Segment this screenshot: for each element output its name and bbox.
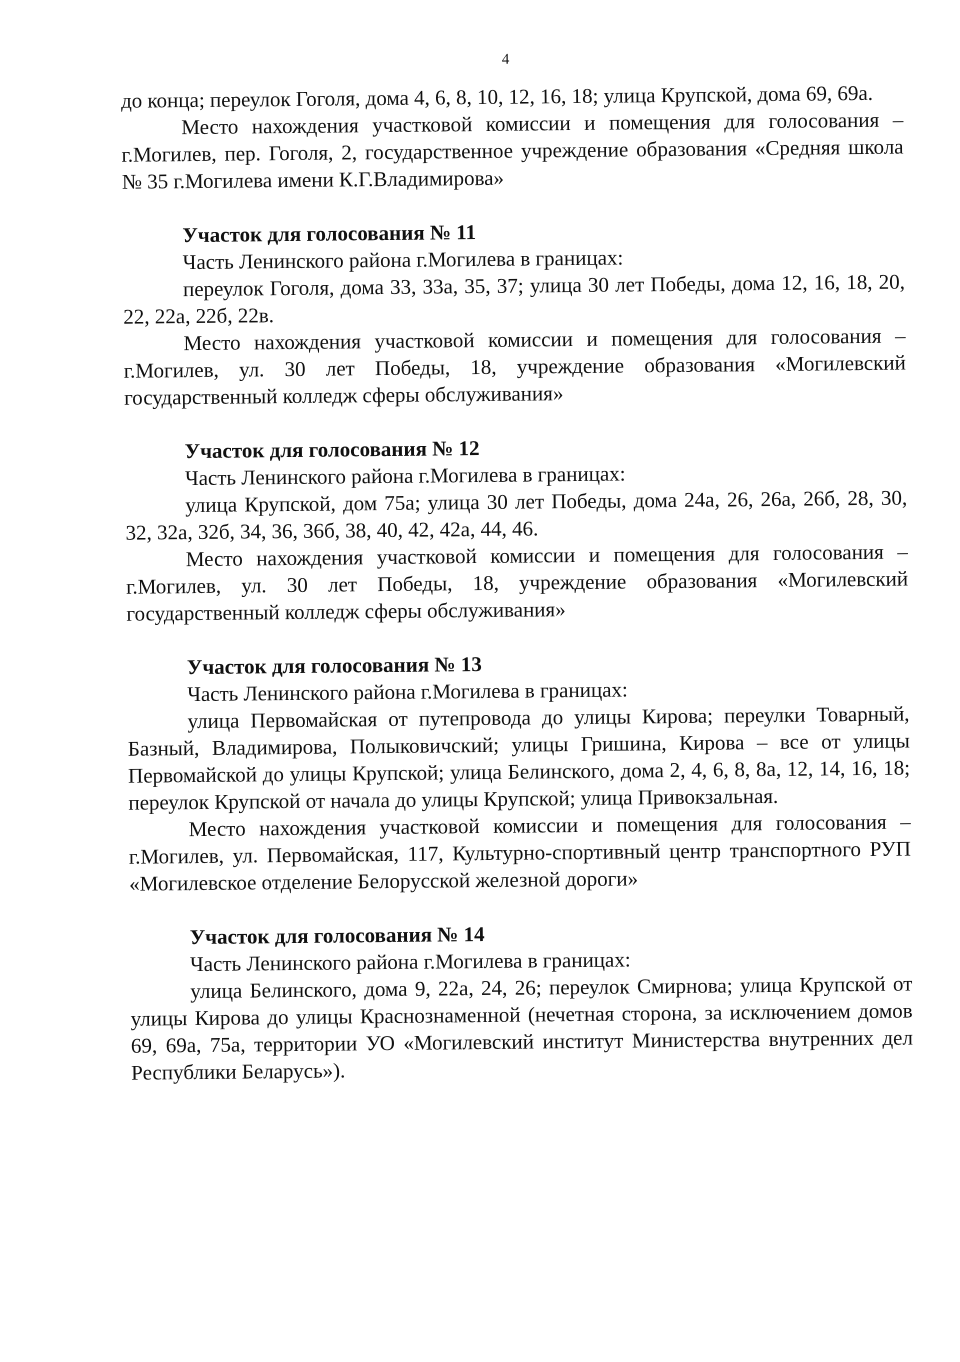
area-paragraph: Часть Ленинского района г.Могилева в границах: [184,461,626,491]
continuation-paragraph: до конца; переулок Гоголя, дома 4, 6, 8, 10, 12, 16, 18; улица Крупской, дома 69, 69а. [120,80,874,113]
section-heading: Участок для голосования № 12 [184,436,480,464]
section-13 [127,647,912,898]
area-paragraph: Часть Ленинского района г.Могилева в границах: [189,947,631,977]
area-paragraph: Часть Ленинского района г.Могилева в границах: [187,677,628,707]
section-11 [122,215,906,412]
location-paragraph: Место нахождения участковой комиссии и помещения для голосования – г.Могилев, ул. 30 лет Победы, 18, учреждение образования «Могилевский государственный колледж сферы обслуживания» [125,539,909,626]
section-12 [125,431,909,628]
boundaries-paragraph: переулок Гоголя, дома 33, 33а, 35, 37; улица 30 лет Победы, дома 12, 16, 18, 20, 22, 22а, 22б, 22в. [123,269,906,329]
page-number: 4 [501,51,510,68]
location-paragraph: Место нахождения участковой комиссии и помещения для голосования – г.Могилев, ул. 30 лет Победы, 18, учреждение образования «Могилевский государственный колледж сферы обслуживания» [123,323,906,410]
area-paragraph: Часть Ленинского района г.Могилева в границах: [182,245,624,275]
document-body [121,80,913,1087]
location-paragraph: Место нахождения участковой комиссии и помещения для голосования – г.Могилев, ул. Первомайская, 117, Культурно-спортивный центр транспортного РУП «Могилевское отделение Белорусской железной дороги» [128,809,912,896]
boundaries-paragraph: улица Первомайская от путепровода до улицы Кирова; переулки Товарный, Базный, Владимирова, Полыковичский; улицы Гришина, Кирова – все от улицы Первомайской до улицы Крупской; улица Белинского, дома 2, 4, 6, 8, 8а, 12, 14, 16, 18; переулок Крупской от начала до улицы Крупской; улица Привокзальная. [127,701,911,815]
section-heading: Участок для голосования № 11 [182,220,477,248]
location-paragraph: Место нахождения участковой комиссии и помещения для голосования – г.Могилев, пер. Гоголя, 2, государственное учреждение образования «Средняя школа № 35 г.Могилева имени К.Г.Владимирова» [121,107,904,194]
boundaries-paragraph: улица Белинского, дома 9, 22а, 24, 26; переулок Смирнова; улица Крупской от улицы Кирова до улицы Краснознаменной (нечетная сторона, за исключением домов 69, 69а, 75а, территории УО «Могилевский институт Министерства внутренних дел Республики Беларусь»). [130,971,914,1085]
section-14 [130,917,914,1087]
section-heading: Участок для голосования № 13 [186,652,482,680]
section-heading: Участок для голосования № 14 [189,922,485,950]
boundaries-paragraph: улица Крупской, дом 75а; улица 30 лет Победы, дома 24а, 26, 26а, 26б, 28, 30, 32, 32а, 32б, 34, 36, 36б, 38, 40, 42, 42а, 44, 46. [125,485,908,545]
